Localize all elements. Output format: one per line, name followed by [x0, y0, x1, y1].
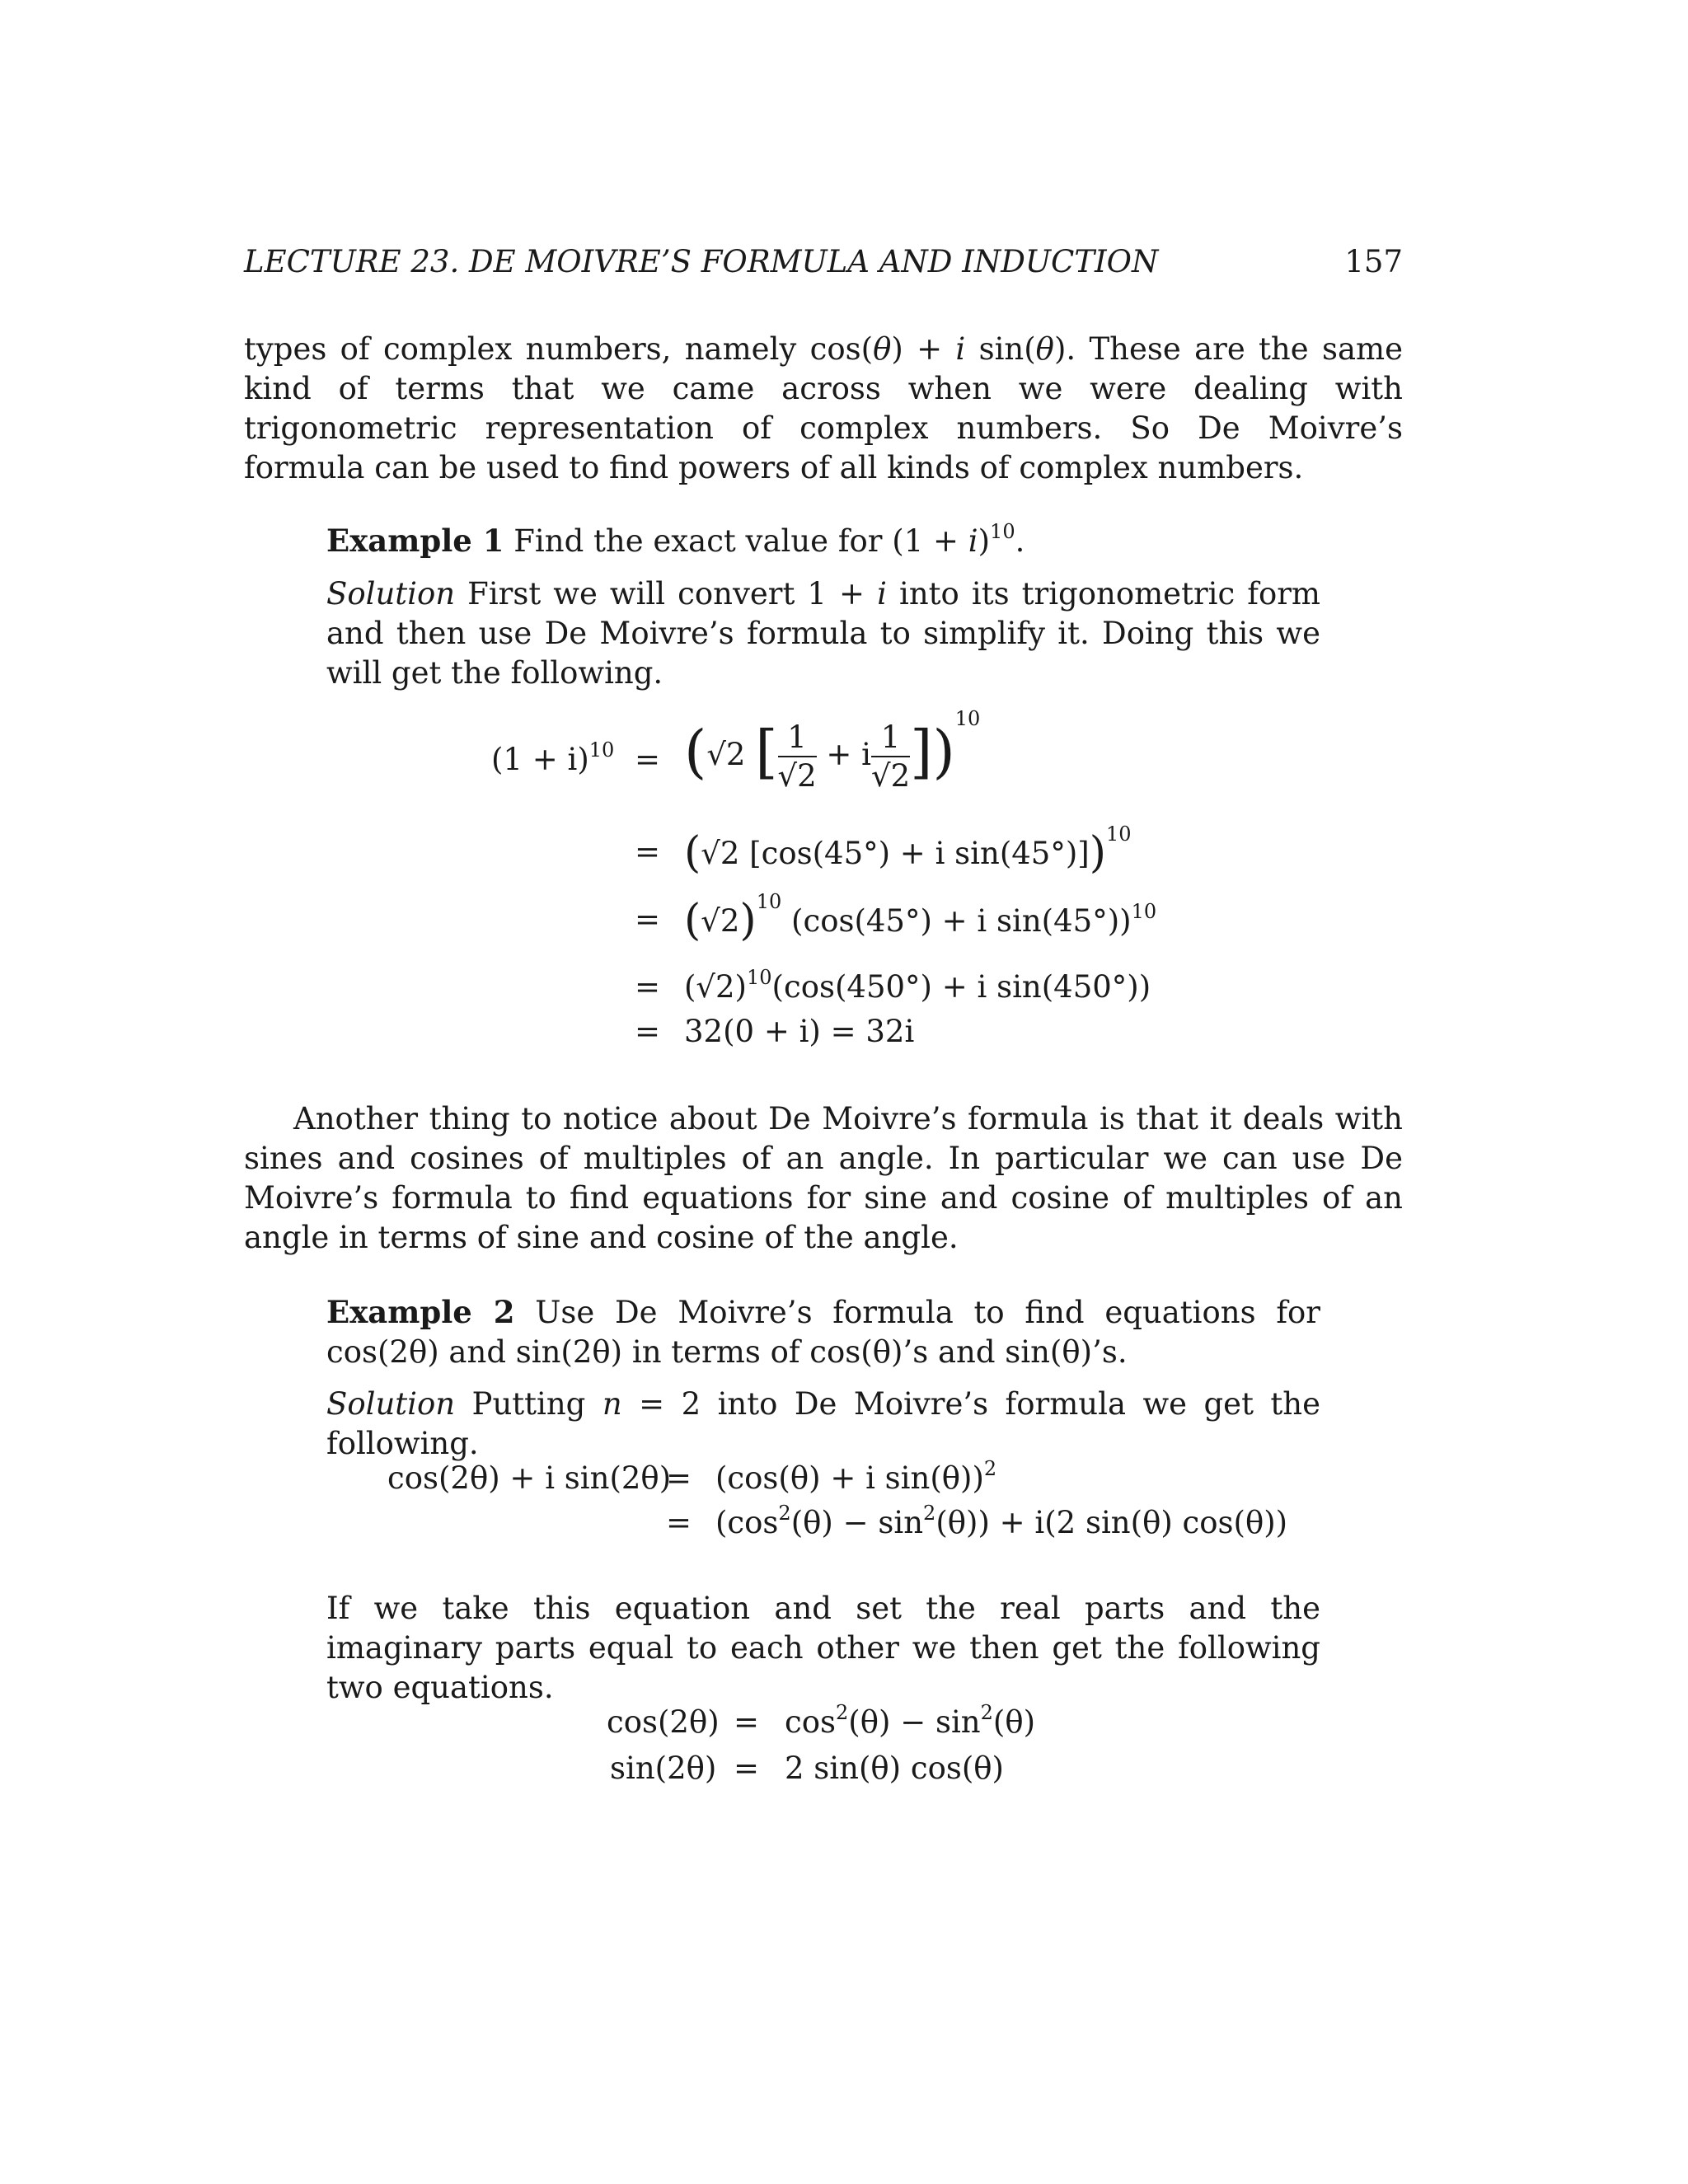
imag-i: i — [968, 523, 978, 559]
imag-i: i — [955, 331, 966, 367]
example-1-solution — [326, 574, 1320, 693]
eq1-equals-2: = — [635, 834, 661, 869]
exponent: 10 — [588, 738, 615, 762]
eq1-row3-text: (cos(45°) + i sin(45°)) — [791, 903, 1132, 939]
sqrt-two: √2 — [701, 903, 740, 939]
bracket-open: [ — [755, 718, 778, 785]
paren-open: ( — [684, 718, 707, 785]
exponent: 2 — [980, 1701, 993, 1724]
paren-close: ) — [1089, 828, 1107, 878]
paren-close: ) — [739, 896, 757, 945]
eq3-lhs-2: sin(2θ) — [610, 1750, 717, 1786]
eq2-lhs: cos(2θ) + i sin(2θ) — [387, 1460, 672, 1496]
eq1-row2 — [684, 823, 1132, 878]
sqrt-two: √2 — [706, 737, 746, 772]
eq2-row2 — [715, 1502, 1288, 1540]
numerator: 1 — [778, 719, 817, 757]
fraction — [871, 719, 910, 795]
eq3-rhs-1 — [785, 1701, 1036, 1740]
example-2 — [326, 1292, 1320, 1372]
eq2-equals-1: = — [666, 1460, 692, 1496]
intro-text-b: ) + — [891, 331, 956, 367]
eq2-equals-2: = — [666, 1505, 692, 1540]
eq1-equals-3: = — [635, 902, 661, 937]
exponent: 2 — [778, 1502, 791, 1525]
eq2-row1-text: (cos(θ) + i sin(θ)) — [715, 1460, 984, 1496]
solution-text-b: into its trigonometric form and then use De Moivre’s formula to simplify it. Doing this we will get the following. — [326, 576, 1320, 691]
sqrt-two-paren: (√2) — [684, 969, 747, 1005]
paren-open: ( — [684, 828, 701, 878]
eq1-row4 — [684, 966, 1151, 1005]
example-1-text: Find the exact value for (1 + — [504, 523, 968, 559]
plus-i: + i — [826, 737, 872, 772]
denominator: √2 — [777, 757, 817, 794]
eq1-row3 — [684, 890, 1157, 945]
eq3-equals-1: = — [734, 1704, 760, 1740]
eq1-row5: 32(0 + i) = 32i — [684, 1014, 915, 1049]
eq1-row1 — [684, 707, 981, 795]
eq1-row4-text: (cos(450°) + i sin(450°)) — [771, 969, 1151, 1005]
bracket-close: ] — [910, 718, 933, 785]
theta: θ — [1035, 331, 1054, 367]
eq3-equals-2: = — [734, 1750, 760, 1786]
running-header — [244, 244, 1403, 279]
solution-label: Solution — [326, 576, 456, 612]
eq3-rhs1-b: (θ) − sin — [848, 1704, 981, 1740]
eq2-row2-a: (cos — [715, 1505, 779, 1540]
eq1-equals-1: = — [635, 742, 661, 777]
exponent: 10 — [1131, 900, 1157, 923]
eq2-row2-c: (θ)) + i(2 sin(θ) cos(θ)) — [935, 1505, 1288, 1540]
exponent: 2 — [836, 1701, 849, 1724]
eq1-equals-5: = — [635, 1014, 661, 1049]
paren-close: ) — [932, 718, 955, 785]
chapter-title: LECTURE 23. DE MOIVRE’S FORMULA AND INDUCTION — [244, 244, 1159, 279]
eq1-lhs — [491, 738, 623, 777]
page-number: 157 — [1344, 244, 1403, 279]
eq1-lhs-text: (1 + i) — [491, 742, 589, 777]
intro-text-d: ). These are the same kind of terms that we came across when we were dealing with trigonometric representation of complex numbers. So De Moivre’s formula can be used to find powers of all kinds of complex numbers. — [244, 331, 1403, 485]
paragraph-2: Another thing to notice about De Moivre’s formula is that it deals with sines and cosines of multiples of an angle. In particular we can use De Moivre’s formula to find equations for sine and cosine of multiples of an angle in terms of sine and cosine of the angle. — [244, 1101, 1403, 1255]
exponent: 10 — [954, 707, 981, 730]
exponent: 2 — [923, 1502, 936, 1525]
paren-open: ( — [684, 896, 701, 945]
solution-text-a: Putting — [455, 1386, 603, 1422]
eq1-equals-4: = — [635, 969, 661, 1005]
paren: ) — [978, 523, 991, 559]
eq3-lhs-1: cos(2θ) — [607, 1704, 720, 1740]
example-1-label: Example 1 — [326, 523, 504, 559]
paragraph-3: If we take this equation and set the real parts and the imaginary parts equal to each other we then get the following two equations. — [326, 1591, 1320, 1705]
var-n: n — [602, 1386, 622, 1422]
example-2-solution — [326, 1385, 1320, 1464]
solution-text-a: First we will convert 1 + — [455, 576, 878, 612]
theta: θ — [873, 331, 892, 367]
exponent: 10 — [747, 966, 772, 989]
solution-label: Solution — [326, 1386, 456, 1422]
numerator: 1 — [871, 719, 910, 757]
example-1 — [326, 521, 1320, 561]
eq3-rhs1-c: (θ) — [992, 1704, 1036, 1740]
eq2-row1 — [715, 1457, 997, 1496]
eq3-rhs-2: 2 sin(θ) cos(θ) — [785, 1750, 1004, 1786]
denominator: √2 — [871, 757, 911, 794]
intro-text-c: sin( — [965, 331, 1036, 367]
exponent: 10 — [1106, 823, 1132, 846]
exponent: 10 — [756, 890, 782, 913]
fraction — [778, 719, 817, 795]
eq2-row2-b: (θ) − sin — [790, 1505, 924, 1540]
eq3-rhs1-a: cos — [785, 1704, 836, 1740]
solution-text-b: = 2 into De Moivre’s formula we get the following. — [326, 1386, 1320, 1461]
intro-paragraph — [244, 330, 1403, 488]
intro-text-a: types of complex numbers, namely cos( — [244, 331, 874, 367]
exponent: 10 — [990, 520, 1015, 543]
example-2-text: Use De Moivre’s formula to find equations for cos(2θ) and sin(2θ) in terms of cos(θ)’s and sin(θ)’s. — [326, 1295, 1320, 1370]
period: . — [1015, 523, 1025, 559]
imag-i: i — [877, 576, 887, 612]
eq1-row2-text: √2 [cos(45°) + i sin(45°)] — [701, 836, 1090, 871]
exponent: 2 — [983, 1457, 997, 1480]
example-2-label: Example 2 — [326, 1294, 515, 1330]
